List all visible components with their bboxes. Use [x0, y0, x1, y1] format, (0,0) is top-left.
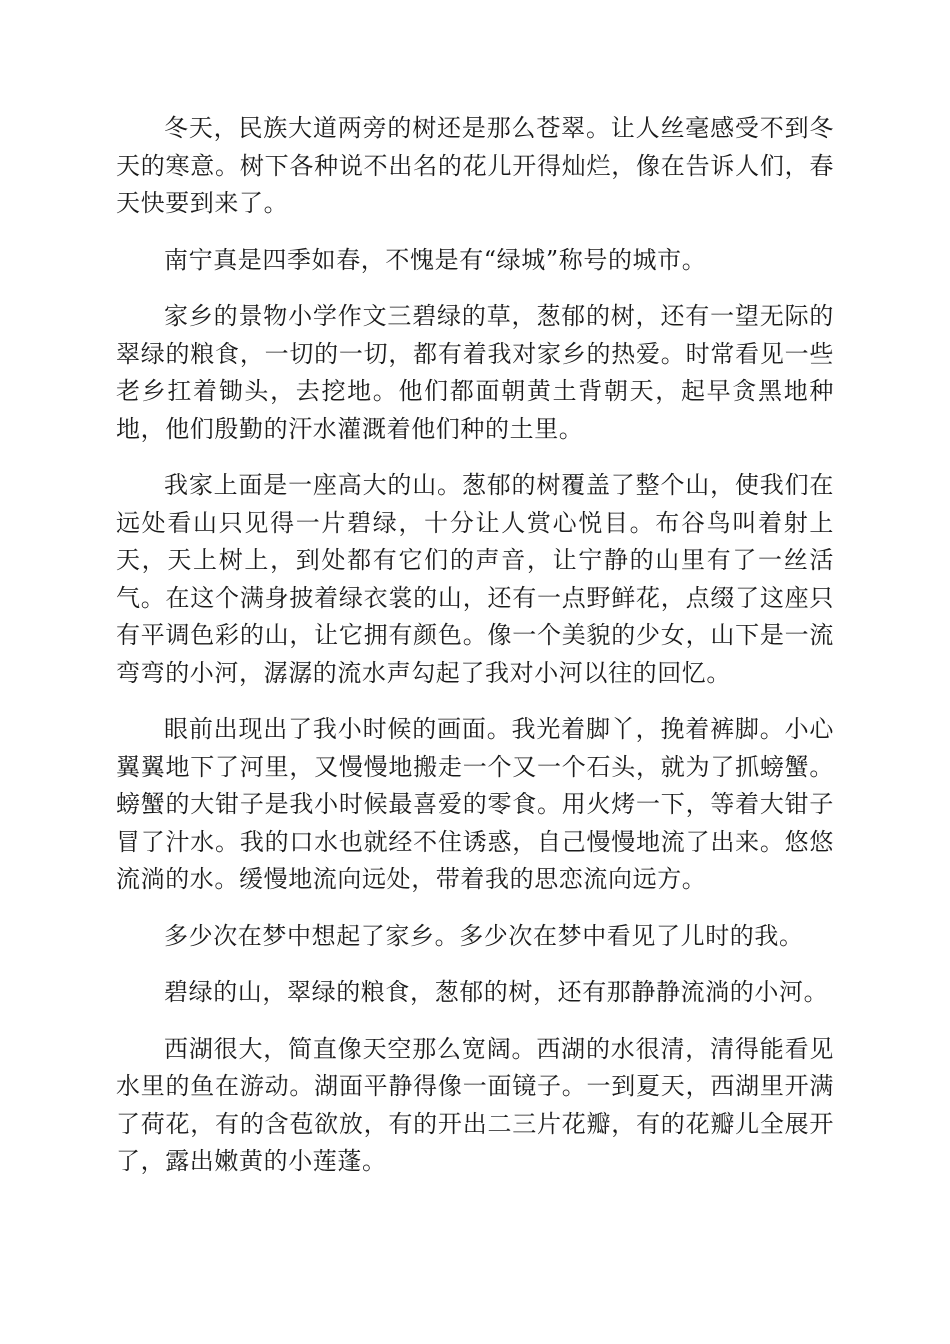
paragraph: 南宁真是四季如春，不愧是有“绿城”称号的城市。: [164, 245, 707, 274]
document-body: [116, 110, 834, 1200]
paragraph: 西湖很大，简直像天空那么宽阔。西湖的水很清，清得能看见水里的鱼在游动。湖面平静得像一面镜子。一到夏天，西湖里开满了荷花，有的含苞欲放，有的开出二三片花瓣，有的花瓣儿全展开了，露出嫩黄的小莲蓬。: [116, 1034, 834, 1175]
paragraph: 我家上面是一座高大的山。葱郁的树覆盖了整个山，使我们在远处看山只见得一片碧绿，十分让人赏心悦目。布谷鸟叫着射上天，天上树上，到处都有它们的声音，让宁静的山里有了一丝活气。在这个满身披着绿衣裳的山，还有一点野鲜花，点缀了这座只有平调色彩的山，让它拥有颜色。像一个美貌的少女，山下是一流弯弯的小河，潺潺的流水声勾起了我对小河以往的回忆。: [116, 471, 834, 687]
paragraph: 碧绿的山，翠绿的粮食，葱郁的树，还有那静静流淌的小河。: [164, 978, 829, 1006]
paragraph: 眼前出现出了我小时候的画面。我光着脚丫，挽着裤脚。小心翼翼地下了河里，又慢慢地搬走一个又一个石头，就为了抓螃蟹。螃蟹的大钳子是我小时候最喜爱的零食。用火烤一下，等着大钳子冒了汁水。我的口水也就经不住诱惑，自己慢慢地流了出来。悠悠流淌的水。缓慢地流向远处，带着我的思恋流向远方。: [116, 715, 834, 893]
paragraph: 家乡的景物小学作文三碧绿的草，葱郁的树，还有一望无际的翠绿的粮食，一切的一切，都有着我对家乡的热爱。时常看见一些老乡扛着锄头，去挖地。他们都面朝黄土背朝天，起早贪黑地种地，他们殷勤的汗水灌溉着他们种的土里。: [116, 302, 834, 443]
paragraph: 多少次在梦中想起了家乡。多少次在梦中看见了儿时的我。: [164, 921, 804, 950]
paragraph: 冬天，民族大道两旁的树还是那么苍翠。让人丝毫感受不到冬天的寒意。树下各种说不出名的花儿开得灿烂，像在告诉人们，春天快要到来了。: [116, 114, 834, 217]
